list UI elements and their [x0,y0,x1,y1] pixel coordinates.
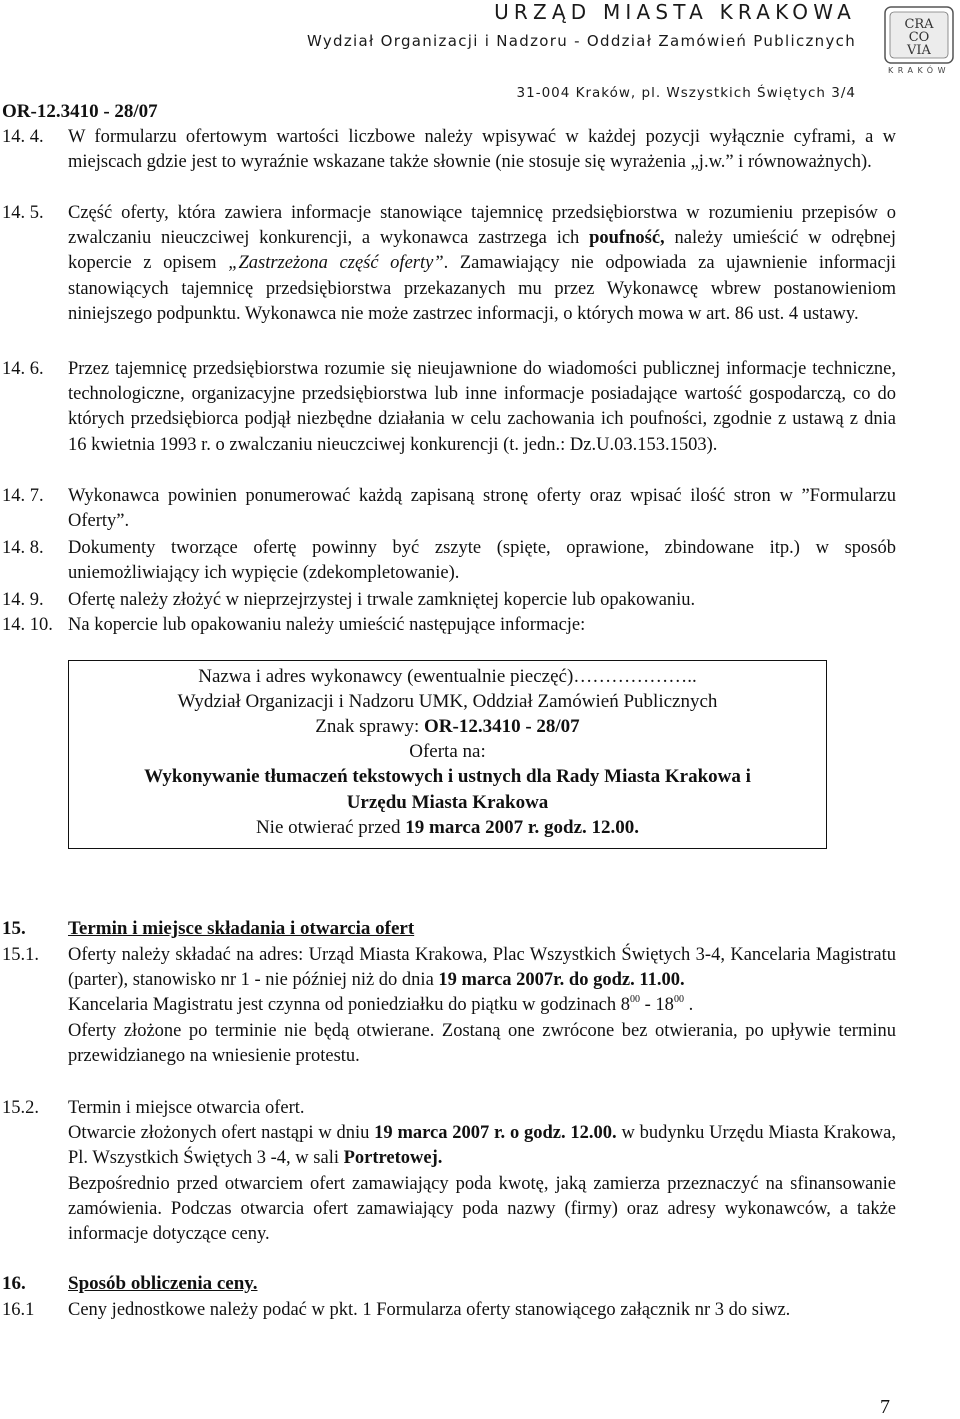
svg-text:CRA: CRA [904,17,934,32]
item-number: 14. 7. [2,486,44,506]
item-text: Ceny jednostkowe należy podać w pkt. 1 Formularza oferty stanowiącego załącznik nr 3 do siwz. [68,1300,791,1320]
item-15-1 [2,943,896,1069]
item-text: Przez tajemnicę przedsiębiorstwa rozumie się nieujawnione do wiadomości publicznej informacje techniczne, technologiczne, organizacyjne przedsiębiorstwa lub inne informacje posiadające wartość gospodarczą, co do których przedsiębiorca podjął niezbędne działania w celu zachowania ich poufności, zgodnie z ustawą z dnia 16 kwietnia 1993 r. o zwalczaniu nieuczciwej konkurencji (t. jedn.: Dz.U.03.153.1503). [68,359,896,455]
svg-text:CO: CO [908,30,930,45]
item-number: 15.2. [2,1098,39,1118]
item-text: Na kopercie lub opakowaniu należy umieścić następujące informacje: [68,615,586,635]
item-14-9 [2,588,896,613]
item-15-2 [2,1096,896,1247]
item-number: 14. 6. [2,359,44,379]
item-text: W formularzu ofertowym wartości liczbowe należy wpisywać w każdej pozycji wyłącznie cyframi, a w miejscach gdzie jest to wyraźnie wskazane także słownie (nie stosuje się wyrażenia „j.w.” i równoważnych). [68,127,896,173]
item-number: 15.1. [2,945,39,965]
page-header [0,0,960,100]
section-16-heading [2,1273,258,1295]
page-number: 7 [880,1396,890,1418]
envelope-subject-line-1: Wykonywanie tłumaczeń tekstowych i ustnych dla Rady Miasta Krakowa i [144,766,751,787]
envelope-case-line: Znak sprawy: OR-12.3410 - 28/07 [315,716,580,737]
section-15-heading [2,918,415,940]
item-text: Oferty należy składać na adres: Urząd Miasta Krakowa, Plac Wszystkich Świętych 3-4, Kancelaria Magistratu (parter), stanowisko nr 1 - nie później niż do dnia 19 marca 2007r. do godz. 11.00. Kancelaria Magistratu jest czynna od poniedziałku do piątku w godzinach $8^{00} - 18^{00}$ . Oferty złożone po terminie nie będą otwierane. Zostaną one zwrócone bez otwierania, po upływie terminu przewidzianego na wniesienie protestu. [68,945,896,1066]
section-title: Sposób obliczenia ceny. [68,1273,258,1294]
item-number: 14. 4. [2,127,44,147]
case-number: OR-12.3410 - 28/07 [2,101,158,122]
cracovia-logo-icon [884,6,954,64]
section-title: Termin i miejsce składania i otwarcia ofert [68,918,415,939]
envelope-contractor-line: Nazwa i adres wykonawcy (ewentualnie pieczęć)……………….. [198,666,697,687]
item-14-5 [2,201,896,327]
envelope-label: „Zastrzeżona część oferty” [228,253,444,274]
office-address: 31-004 Kraków, pl. Wszystkich Świętych 3/4 [516,85,856,101]
item-14-6 [2,357,896,458]
section-number: 15. [2,918,26,939]
item-text: Ofertę należy złożyć w nieprzejrzystej i trwale zamkniętej kopercie lub opakowaniu. [68,590,696,610]
envelope-department-line: Wydział Organizacji i Nadzoru UMK, Oddział Zamówień Publicznych [177,691,718,712]
item-14-4 [2,125,896,175]
item-number: 14. 5. [2,203,44,223]
item-14-10 [2,613,896,638]
envelope-subject-line-2: Urzędu Miasta Krakowa [346,792,549,813]
item-number: 16.1 [2,1300,35,1320]
department-name: Wydział Organizacji i Nadzoru - Oddział Zamówień Publicznych [307,32,856,50]
item-text: Wykonawca powinien ponumerować każdą zapisaną stronę oferty oraz wpisać ilość stron w ”Formularzu Oferty”. [68,486,896,532]
item-text: Dokumenty tworzące ofertę powinny być zszyte (spięte, oprawione, zbindowane itp.) w sposób uniemożliwiający ich wypięcie (zdekompletowanie). [68,538,896,584]
envelope-offer-for: Oferta na: [409,741,486,762]
item-14-7 [2,484,896,534]
item-14-8 [2,536,896,586]
envelope-do-not-open: Nie otwierać przed 19 marca 2007 r. godz. 12.00. [255,817,640,838]
item-text: Termin i miejsce otwarcia ofert. Otwarcie złożonych ofert nastąpi w dniu 19 marca 2007 r. o godz. 12.00. w budynku Urzędu Miasta Krakowa, Pl. Wszystkich Świętych 3 -4, w sali Portretowej. Bezpośrednio przed otwarciem ofert zamawiający poda kwotę, jaką zamierza przeznaczyć na sfinansowanie zamówienia. Podczas otwarcia ofert zamawiający poda nazwy (firmy) oraz adresy wykonawców, a także informacje dotyczące ceny. [68,1098,896,1245]
envelope-label-box [68,660,827,849]
item-number: 14. 10. [2,615,53,635]
item-text: Część oferty, która zawiera informacje stanowiące tajemnicę przedsiębiorstwa w rozumieniu przepisów o zwalczaniu nieuczciwej konkurencji, a wykonawca zastrzega ich poufność, należy umieścić w odrębnej kopercie z opisem „Zastrzeżona część oferty”. Zamawiający nie odpowiada za ujawnienie informacji stanowiących tajemnicę przedsiębiorstwa przekazanych mu przez Wykonawcę wbrew postanowieniom niniejszego podpunktu. Wykonawca nie może zastrzec informacji, o których mowa w art. 86 ust. 4 ustawy. [68,203,897,324]
item-number: 14. 9. [2,590,44,610]
item-16-1 [2,1298,896,1323]
svg-text:VIA: VIA [907,43,931,58]
section-number: 16. [2,1273,26,1294]
item-number: 14. 8. [2,538,44,558]
logo-caption: KRAKÓW [888,66,950,75]
office-name: URZĄD MIASTA KRAKOWA [494,0,856,24]
